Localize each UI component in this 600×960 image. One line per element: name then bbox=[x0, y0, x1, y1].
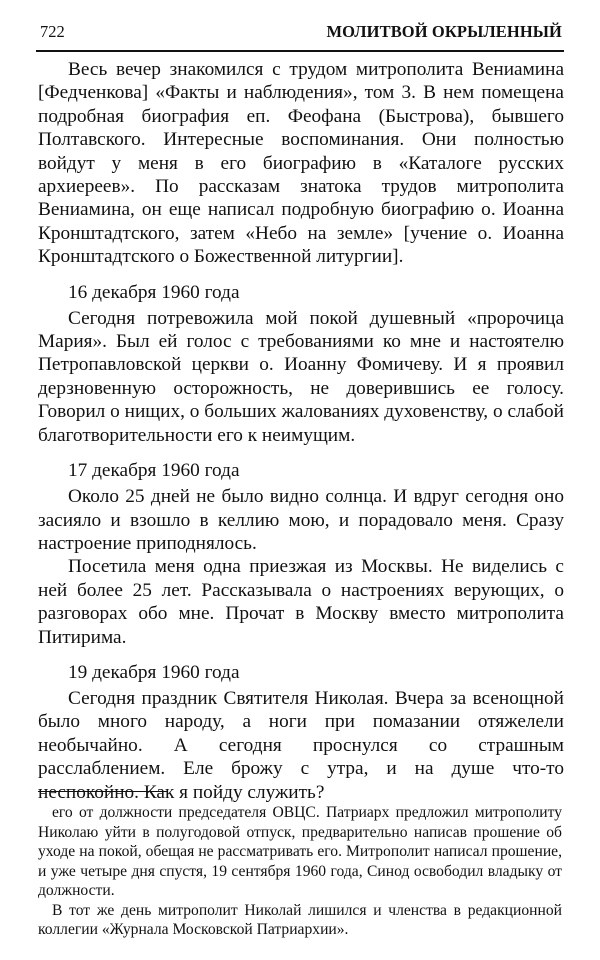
entry-paragraph: Сегодня праздник Святителя Николая. Вчера за всенощной было много народу, а ноги при помазании отяжелели необычайно. А сегодня проснулся со страшным расслаблением. Еле брожу с утра, и на душе что-то неспокойно. Как я пойду служить? bbox=[38, 687, 564, 803]
entry-date: 19 декабря 1960 года bbox=[68, 661, 240, 683]
entry-date: 17 декабря 1960 года bbox=[68, 460, 240, 482]
running-title: МОЛИТВОЙ ОКРЫЛЕННЫЙ bbox=[326, 22, 562, 41]
entry-date: 16 декабря 1960 года bbox=[68, 281, 240, 303]
page-number: 722 bbox=[40, 22, 65, 41]
footnote bbox=[38, 803, 562, 940]
entry-paragraph: Сегодня потревожила мой покой душевный «пророчица Мария». Был ей голос с требованиями ко мне и настоятелю Петропавловской церкви о. Иоанну Фомичеву. И я проявил дерзновенную осторожность, не доверившись ее голосу. Говорил о нищих, о больших жалованиях духовенству, о слабой благотворительности его к неимущим. bbox=[38, 307, 564, 446]
footnote-paragraph: В тот же день митрополит Николай лишился и членства в редакционной коллегии «Журнала Московской Патриархии». bbox=[38, 901, 562, 938]
entry-paragraph: Около 25 дней не было видно солнца. И вдруг сегодня оно засияло и взошло в келлию мою, и порадовало меня. Сразу настроение приподнялось. bbox=[38, 486, 564, 554]
main-text bbox=[38, 58, 564, 804]
entry-paragraph: Весь вечер знакомился с трудом митрополита Вениамина [Федченкова] «Факты и наблюдения», том 3. В нем помещена подробная биография еп. Феофана (Быстрова), бывшего Полтавского. Интересные воспоминания. Они полностью войдут у меня в его биографию в «Каталоге русских архиереев». По рассказам знатока трудов митрополита Вениамина, он еще написал подробную биографию о. Иоанна Кронштадтского, затем «Небо на земле» [учение о. Иоанна Кронштадтского о Божественной литургии]. bbox=[38, 59, 564, 268]
entry-paragraph: Посетила меня одна приезжая из Москвы. Не виделись с ней более 25 лет. Рассказывала о настроениях верующих, о разговорах обо мне. Прочат в Москву вместо митрополита Питирима. bbox=[38, 556, 564, 648]
footnote-divider bbox=[38, 791, 168, 792]
page-header bbox=[36, 20, 564, 52]
footnote-paragraph: его от должности председателя ОВЦС. Патриарх предложил митрополиту Николаю уйти в полугодовой отпуск, предварительно написав прошение об уходе на покой, обещая не рассматривать его. Митрополит написал прошение, и уже четыре дня спустя, 19 сентября 1960 года, Синод освободил владыку от должности. bbox=[38, 804, 562, 899]
